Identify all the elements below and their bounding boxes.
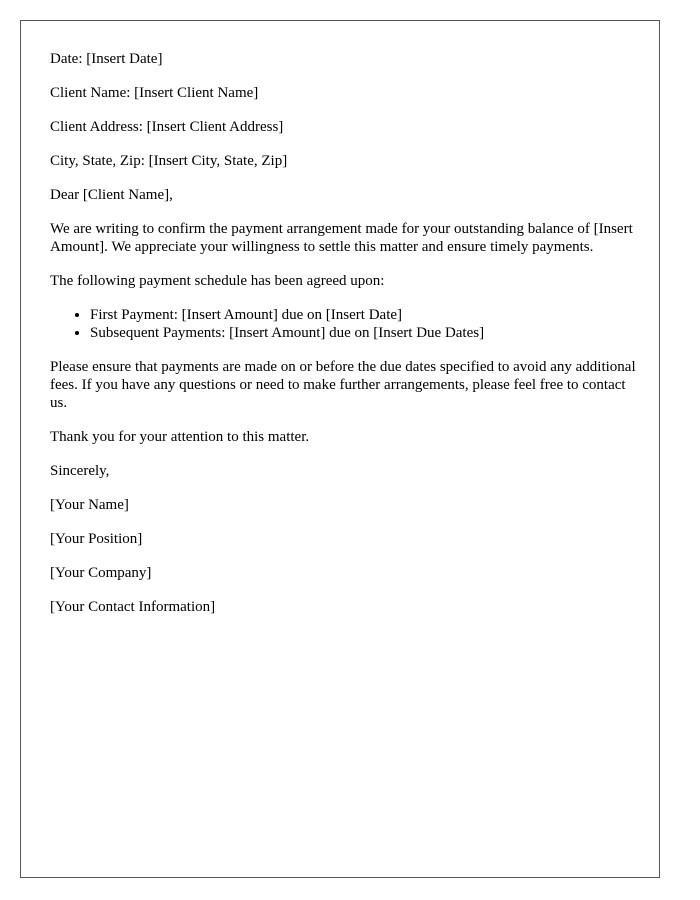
client-address-line: Client Address: [Insert Client Address]	[50, 119, 284, 135]
letter-body	[50, 50, 640, 632]
list-item: • First Payment: [Insert Amount] due on [Insert Date]	[90, 306, 640, 324]
signature-name: [Your Name]	[50, 497, 129, 513]
salutation: Dear [Client Name],	[50, 187, 173, 203]
closing: Sincerely,	[50, 463, 110, 479]
list-item: • Subsequent Payments: [Insert Amount] due on [Insert Due Dates]	[90, 324, 640, 342]
client-name-line: Client Name: [Insert Client Name]	[50, 85, 259, 101]
city-state-zip-line: City, State, Zip: [Insert City, State, Zip]	[50, 153, 288, 169]
reminder-paragraph: Please ensure that payments are made on or before the due dates specified to avoid any additional fees. If you have any questions or need to make further arrangements, please feel free to contact us.	[50, 359, 636, 411]
letter-page	[20, 20, 660, 878]
intro-paragraph: We are writing to confirm the payment arrangement made for your outstanding balance of [Insert Amount]. We appreciate your willingness to settle this matter and ensure timely payments.	[50, 221, 633, 255]
payment-schedule-list	[50, 306, 640, 342]
date-line: Date: [Insert Date]	[50, 51, 163, 67]
schedule-intro: The following payment schedule has been agreed upon:	[50, 273, 385, 289]
signature-company: [Your Company]	[50, 565, 152, 581]
thanks-line: Thank you for your attention to this matter.	[50, 429, 310, 445]
signature-contact: [Your Contact Information]	[50, 599, 216, 615]
signature-position: [Your Position]	[50, 531, 143, 547]
